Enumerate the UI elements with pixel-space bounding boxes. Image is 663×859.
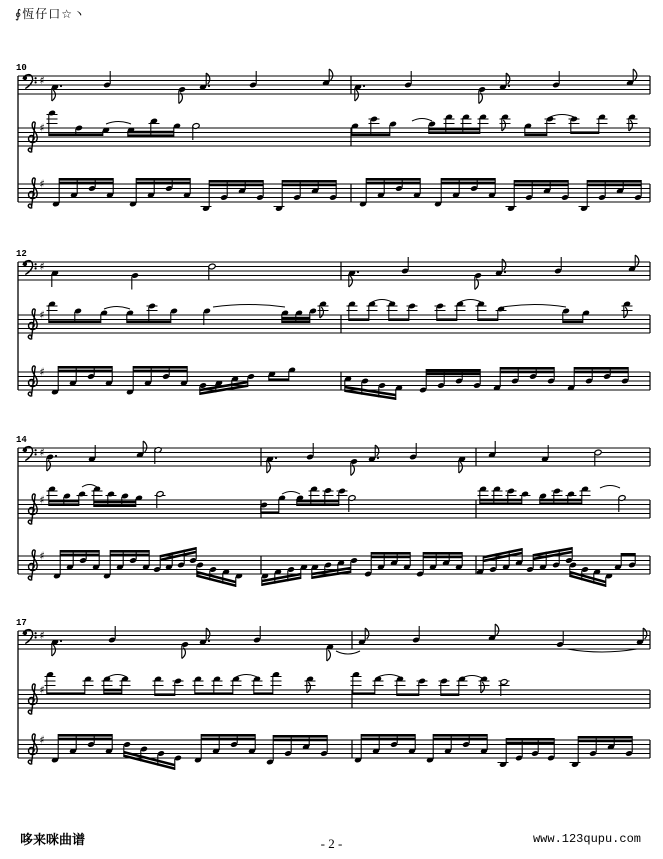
bass-clef-dot bbox=[35, 81, 37, 83]
system-10-staff-treble-2 bbox=[18, 178, 650, 212]
beam-group bbox=[127, 118, 181, 137]
tie bbox=[372, 300, 392, 303]
note bbox=[266, 456, 277, 473]
beam bbox=[49, 503, 79, 506]
beam bbox=[587, 184, 641, 187]
tie-slur bbox=[213, 305, 285, 308]
beam-group bbox=[387, 301, 418, 321]
measure-number: 17 bbox=[16, 618, 27, 628]
beam bbox=[429, 131, 480, 134]
tie bbox=[378, 675, 400, 678]
system-10-staff-bass-0 bbox=[18, 69, 650, 104]
augmentation-dot bbox=[377, 457, 379, 459]
beam bbox=[282, 184, 336, 187]
augmentation-dot bbox=[275, 457, 277, 459]
note bbox=[306, 443, 314, 460]
bass-clef-icon bbox=[23, 261, 32, 275]
beam bbox=[49, 133, 103, 136]
note bbox=[203, 308, 211, 325]
system-10 bbox=[16, 63, 650, 212]
beam bbox=[94, 504, 136, 507]
beam bbox=[349, 318, 369, 321]
tie-slur bbox=[460, 300, 481, 303]
beam bbox=[371, 552, 410, 555]
key-signature-sharp: ♯ bbox=[39, 365, 45, 379]
measure-number: 14 bbox=[16, 435, 27, 445]
note bbox=[249, 71, 257, 88]
tie bbox=[460, 300, 481, 303]
augmentation-dot bbox=[55, 455, 57, 457]
beam bbox=[261, 511, 279, 514]
key-signature-sharp: ♯ bbox=[39, 549, 45, 563]
beam bbox=[361, 734, 415, 737]
bass-clef-dot bbox=[35, 453, 37, 455]
beam bbox=[397, 693, 419, 696]
beam bbox=[127, 320, 171, 323]
footer-site-url[interactable]: www.123qupu.com bbox=[532, 832, 641, 846]
beam bbox=[437, 318, 457, 321]
note bbox=[136, 441, 147, 458]
beam bbox=[58, 370, 112, 373]
beam bbox=[104, 692, 122, 695]
beam bbox=[104, 689, 122, 692]
tie-slur bbox=[503, 305, 566, 308]
note bbox=[46, 454, 57, 471]
tie-slur bbox=[282, 492, 300, 495]
bass-clef bbox=[23, 261, 37, 275]
bass-clef-dot bbox=[35, 449, 37, 451]
augmentation-dot bbox=[60, 640, 62, 642]
beam bbox=[433, 738, 487, 741]
beam bbox=[195, 692, 233, 695]
beam bbox=[574, 367, 628, 370]
beam bbox=[209, 180, 263, 183]
beam bbox=[480, 499, 522, 502]
beam-group bbox=[506, 180, 569, 212]
tie-slur bbox=[378, 675, 400, 678]
beam bbox=[47, 692, 85, 695]
key-signature-sharp: ♯ bbox=[39, 260, 45, 273]
beam-group bbox=[296, 486, 347, 506]
key-signature-sharp: ♯ bbox=[39, 733, 45, 747]
tie-slur bbox=[236, 675, 257, 678]
beam bbox=[133, 370, 187, 373]
beam-group bbox=[193, 676, 242, 695]
note bbox=[181, 641, 189, 658]
note bbox=[594, 449, 602, 466]
bass-clef bbox=[23, 630, 37, 644]
note bbox=[404, 71, 412, 88]
note bbox=[108, 626, 116, 643]
beam-group bbox=[274, 180, 337, 212]
tie-slur bbox=[108, 675, 127, 678]
beam bbox=[361, 738, 415, 741]
beam bbox=[578, 736, 632, 739]
footer-site-name: 哆来咪曲谱 bbox=[20, 833, 86, 848]
beam bbox=[201, 734, 255, 737]
bass-clef-dot bbox=[35, 632, 37, 634]
tie-slur bbox=[104, 307, 130, 310]
beam-group bbox=[92, 486, 143, 507]
note bbox=[326, 644, 334, 661]
note bbox=[401, 257, 409, 274]
beam bbox=[49, 500, 79, 503]
beam bbox=[49, 320, 101, 323]
beam-group bbox=[569, 114, 608, 134]
beam-group bbox=[395, 676, 428, 696]
tie bbox=[104, 307, 130, 310]
beam-group bbox=[351, 671, 384, 695]
beam bbox=[514, 180, 568, 183]
beam bbox=[578, 740, 632, 743]
beam bbox=[389, 318, 409, 321]
augmentation-dot bbox=[208, 85, 210, 87]
key-signature-sharp: ♯ bbox=[39, 629, 45, 642]
bass-clef-icon bbox=[23, 447, 32, 461]
beam bbox=[297, 500, 339, 503]
tie bbox=[282, 492, 300, 495]
note bbox=[178, 86, 186, 103]
beam bbox=[506, 738, 554, 741]
beam bbox=[366, 182, 420, 185]
tie bbox=[106, 122, 131, 125]
system-12-staff-bass-0 bbox=[18, 255, 650, 290]
beam-group bbox=[47, 486, 88, 506]
beam bbox=[269, 378, 289, 381]
tie-slur bbox=[600, 486, 620, 489]
system-17 bbox=[16, 618, 650, 770]
beam bbox=[273, 739, 327, 742]
measure-number: 10 bbox=[16, 63, 27, 73]
beam bbox=[201, 738, 255, 741]
note bbox=[354, 84, 365, 101]
beam-group bbox=[476, 548, 523, 575]
beam bbox=[366, 178, 420, 181]
system-14-staff-bass-0 bbox=[18, 441, 650, 476]
note bbox=[556, 631, 564, 648]
tie bbox=[503, 305, 566, 308]
beam bbox=[426, 373, 480, 376]
tie bbox=[550, 115, 574, 118]
note bbox=[131, 272, 139, 289]
tie bbox=[82, 485, 97, 488]
beam bbox=[59, 182, 113, 185]
beam bbox=[60, 550, 99, 553]
note bbox=[626, 69, 637, 86]
system-14 bbox=[16, 435, 650, 587]
note bbox=[499, 679, 510, 696]
beam-group bbox=[123, 741, 182, 770]
beam-group bbox=[201, 180, 264, 212]
bass-clef-dot bbox=[35, 77, 37, 79]
beam bbox=[94, 501, 136, 504]
note bbox=[208, 263, 216, 280]
note bbox=[628, 255, 639, 272]
beam-group bbox=[102, 676, 131, 695]
note bbox=[554, 257, 562, 274]
augmentation-dot bbox=[508, 85, 510, 87]
beam bbox=[480, 502, 522, 505]
beam bbox=[514, 184, 568, 187]
beam-group bbox=[261, 564, 308, 586]
tie bbox=[412, 119, 432, 122]
key-signature-sharp: ♯ bbox=[39, 446, 45, 459]
bass-clef bbox=[23, 447, 37, 461]
bass-clef-icon bbox=[23, 630, 32, 644]
note bbox=[488, 441, 496, 458]
key-signature-sharp: ♯ bbox=[39, 121, 45, 135]
system-14-staff-treble-2 bbox=[18, 547, 650, 587]
key-signature-sharp: ♯ bbox=[39, 493, 45, 507]
beam bbox=[621, 553, 635, 556]
beam-group bbox=[266, 735, 328, 765]
beam bbox=[133, 366, 187, 369]
beam bbox=[371, 556, 410, 559]
beam bbox=[540, 502, 582, 505]
footer-page-number: - 2 - bbox=[320, 836, 343, 851]
system-12-staff-treble-1 bbox=[18, 300, 650, 339]
beam-group bbox=[526, 547, 573, 573]
beam-group bbox=[153, 676, 184, 696]
note bbox=[253, 626, 261, 643]
augmentation-dot bbox=[208, 640, 210, 642]
beam-group bbox=[268, 367, 296, 381]
beam-group bbox=[539, 486, 590, 505]
system-14-staff-treble-1 bbox=[18, 485, 650, 524]
note bbox=[412, 626, 420, 643]
beam bbox=[128, 131, 174, 134]
beam-group bbox=[252, 671, 282, 695]
system-12-staff-treble-2 bbox=[18, 366, 650, 401]
note bbox=[474, 272, 482, 289]
tie-slur bbox=[336, 651, 360, 654]
beam bbox=[58, 734, 112, 737]
beam bbox=[587, 180, 641, 183]
beam bbox=[58, 366, 112, 369]
augmentation-dot bbox=[60, 85, 62, 87]
bass-clef-dot bbox=[35, 263, 37, 265]
page-header-title: ∮恆仔口☆丶 bbox=[15, 7, 87, 21]
beam-group bbox=[344, 376, 403, 400]
bass-clef-icon bbox=[23, 75, 32, 89]
tie bbox=[600, 486, 620, 489]
note bbox=[552, 71, 560, 88]
beam bbox=[136, 178, 190, 181]
beam bbox=[423, 556, 462, 559]
note bbox=[409, 443, 417, 460]
beam-group bbox=[435, 301, 466, 321]
beam bbox=[478, 318, 498, 321]
tie bbox=[336, 651, 360, 654]
beam-group bbox=[579, 180, 642, 212]
note bbox=[348, 270, 359, 287]
beam bbox=[58, 738, 112, 741]
beam bbox=[282, 180, 336, 183]
beam bbox=[254, 692, 273, 695]
tie bbox=[213, 305, 285, 308]
beam bbox=[59, 178, 113, 181]
note bbox=[458, 456, 466, 473]
beam-group bbox=[567, 367, 629, 391]
beam-group bbox=[439, 676, 468, 696]
beam bbox=[282, 317, 310, 320]
beam bbox=[525, 133, 547, 136]
beam-group bbox=[153, 547, 197, 573]
beam-group bbox=[570, 736, 633, 768]
note bbox=[51, 84, 62, 101]
augmentation-dot bbox=[357, 271, 359, 273]
beam bbox=[574, 371, 628, 374]
system-12 bbox=[16, 249, 650, 400]
beam bbox=[506, 742, 554, 745]
tie-slur bbox=[106, 122, 131, 125]
note bbox=[350, 458, 358, 475]
augmentation-dot bbox=[504, 271, 506, 273]
beam bbox=[282, 320, 310, 323]
beam bbox=[423, 552, 462, 555]
beam bbox=[563, 320, 583, 323]
note bbox=[155, 491, 166, 508]
beam bbox=[353, 692, 375, 695]
note bbox=[488, 624, 499, 641]
measure-number: 12 bbox=[16, 249, 27, 259]
beam bbox=[110, 550, 149, 553]
note bbox=[51, 270, 59, 287]
note bbox=[322, 69, 333, 86]
bass-clef-dot bbox=[35, 636, 37, 638]
beam-group bbox=[478, 486, 531, 505]
note bbox=[478, 86, 486, 103]
key-signature-sharp: ♯ bbox=[39, 308, 45, 322]
beam-group bbox=[493, 367, 555, 391]
beam bbox=[136, 182, 190, 185]
tie bbox=[108, 675, 127, 678]
key-signature-sharp: ♯ bbox=[39, 683, 45, 697]
beam bbox=[441, 178, 495, 181]
beam bbox=[110, 554, 149, 557]
beam bbox=[128, 134, 174, 137]
beam bbox=[297, 503, 339, 506]
beam bbox=[426, 369, 480, 372]
beam bbox=[571, 131, 599, 134]
beam bbox=[441, 182, 495, 185]
bass-clef bbox=[23, 75, 37, 89]
system-17-staff-treble-2 bbox=[18, 734, 650, 771]
beam-group bbox=[428, 114, 488, 134]
beam bbox=[500, 367, 554, 370]
key-signature-sharp: ♯ bbox=[39, 177, 45, 191]
system-10-staff-treble-1 bbox=[18, 110, 650, 152]
tie-slur bbox=[372, 300, 392, 303]
beam bbox=[433, 734, 487, 737]
augmentation-dot bbox=[363, 85, 365, 87]
beam-group bbox=[347, 301, 378, 321]
system-17-staff-bass-0 bbox=[18, 624, 650, 661]
beam bbox=[273, 735, 327, 738]
beam-group bbox=[476, 301, 507, 321]
system-17-staff-treble-1 bbox=[18, 671, 650, 714]
beam-group bbox=[45, 671, 94, 695]
bass-clef-dot bbox=[35, 267, 37, 269]
beam bbox=[441, 693, 459, 696]
beam bbox=[352, 133, 390, 136]
note bbox=[103, 71, 111, 88]
tie-slur bbox=[82, 485, 97, 488]
key-signature-sharp: ♯ bbox=[39, 74, 45, 87]
tie bbox=[236, 675, 257, 678]
beam bbox=[500, 371, 554, 374]
beam bbox=[209, 184, 263, 187]
note bbox=[51, 639, 62, 656]
beam bbox=[155, 693, 175, 696]
beam bbox=[540, 499, 582, 502]
beam bbox=[429, 128, 480, 131]
beam-group bbox=[498, 738, 555, 768]
tie-slur bbox=[550, 115, 574, 118]
tie-slur bbox=[412, 119, 432, 122]
beam bbox=[60, 554, 99, 557]
